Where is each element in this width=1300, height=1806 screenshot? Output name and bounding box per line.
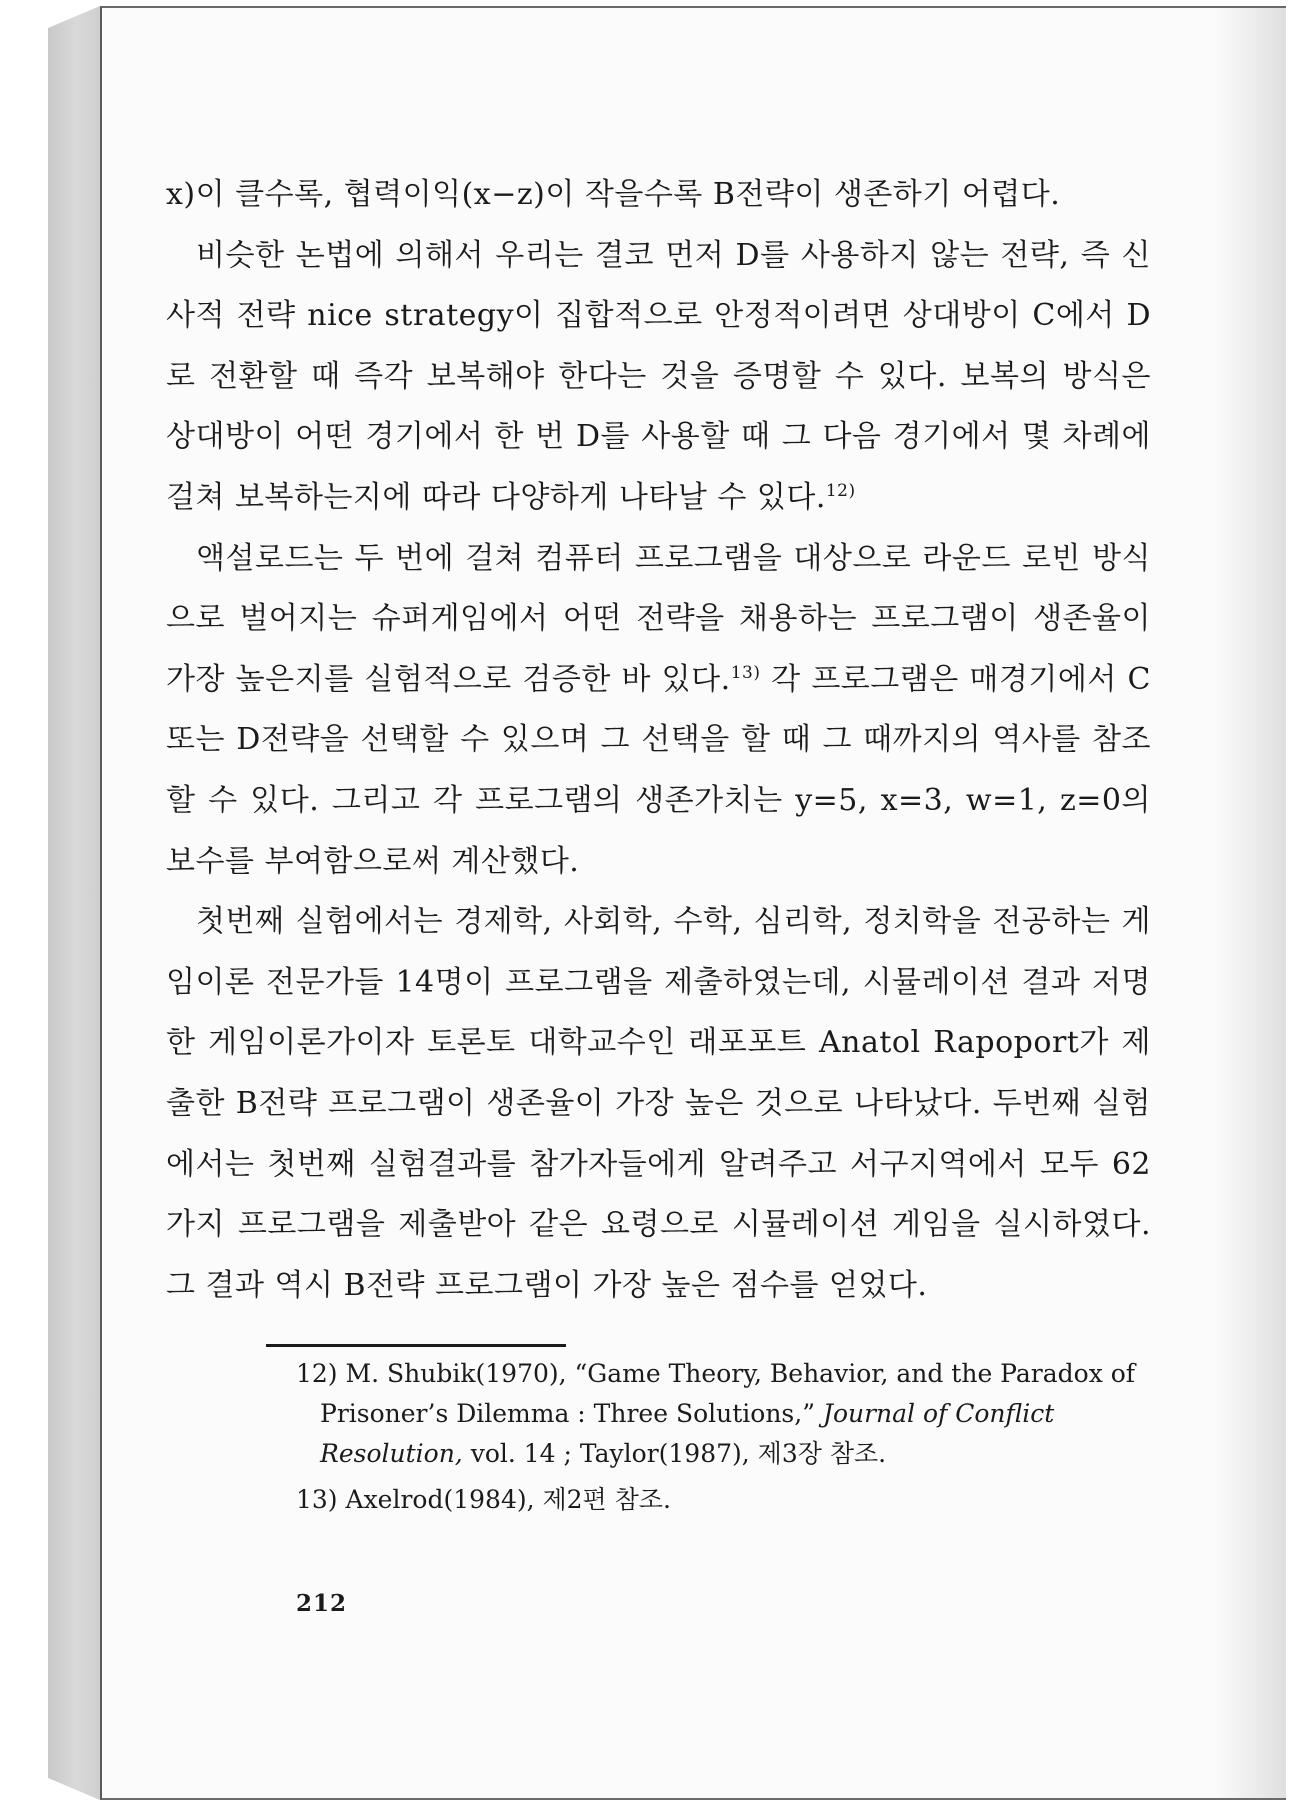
footnote-text: vol. 14 ; Taylor(1987), 제3장 참조. (462, 1439, 887, 1468)
footnote-reference[interactable]: 13) (730, 662, 761, 683)
paragraph-experiments (166, 892, 1151, 1316)
journal-title: Journal of Conflict Resolution, (320, 1399, 1055, 1468)
paragraph-axelrod (166, 529, 1151, 893)
footnote-text: Axelrod(1984), 제2편 참조. (345, 1485, 671, 1514)
paragraph-text: 비슷한 논법에 의해서 우리는 결코 먼저 D를 사용하지 않는 전략, 즉 신사적 전략 nice strategy이 집합적으로 안정적이려면 상대방이 C에서 D로 전환할 때 즉각 보복해야 한다는 것을 증명할 수 있다. 보복의 방식은 상대방이 어떤 경기에서 한 번 D를 사용할 때 그 다음 경기에서 몇 차례에 걸쳐 보복하는지에 따라 다양하게 나타날 수 있다. (166, 237, 1151, 515)
paragraph-continuation (166, 165, 1151, 226)
footnote-text: M. Shubik(1970), “Game Theory, Behavior, and the Paradox of Prisoner’s Dilemma : Three Solutions,” (320, 1359, 1136, 1428)
body-text (166, 165, 1151, 1316)
paragraph-text: x)이 클수록, 협력이익(x−z)이 작을수록 B전략이 생존하기 어렵다. (166, 177, 1061, 212)
paragraph-retaliation (166, 226, 1151, 529)
footnotes (296, 1354, 1151, 1526)
paragraph-text: 액설로드는 두 번에 걸쳐 컴퓨터 프로그램을 대상으로 라운드 로빈 방식으로 벌어지는 슈퍼게임에서 어떤 전략을 채용하는 프로그램이 생존율이 가장 높은지를 실험적으로 검증한 바 있다. (166, 540, 1151, 697)
book-spine (48, 6, 100, 1800)
footnote-number: 13) (296, 1485, 338, 1514)
footnote-12 (296, 1354, 1151, 1474)
footnote-number: 12) (296, 1359, 338, 1388)
paragraph-text: 첫번째 실험에서는 경제학, 사회학, 수학, 심리학, 정치학을 전공하는 게임이론 전문가들 14명이 프로그램을 제출하였는데, 시뮬레이션 결과 저명한 게임이론가이자 토론토 대학교수인 래포포트 Anatol Rapoport가 제출한 B전략 프로그램이 생존율이 가장 높은 것으로 나타났다. 두번째 실험에서는 첫번째 실험결과를 참가자들에게 알려주고 서구지역에서 모두 62가지 프로그램을 제출받아 같은 요령으로 시뮬레이션 게임을 실시하였다. 그 결과 역시 B전략 프로그램이 가장 높은 점수를 얻었다. (166, 904, 1151, 1303)
footnote-13 (296, 1480, 1151, 1520)
footnote-reference[interactable]: 12) (825, 480, 856, 501)
paragraph-text: 각 프로그램은 매경기에서 C 또는 D전략을 선택할 수 있으며 그 선택을 할 때 그 때까지의 역사를 참조할 수 있다. 그리고 각 프로그램의 생존가치는 y=5, x=3, w=1, z=0의 보수를 부여함으로써 계산했다. (166, 661, 1151, 879)
footnote-divider (266, 1344, 566, 1347)
page-number: 212 (296, 1590, 348, 1617)
page-edge-shadow (1216, 8, 1286, 1798)
